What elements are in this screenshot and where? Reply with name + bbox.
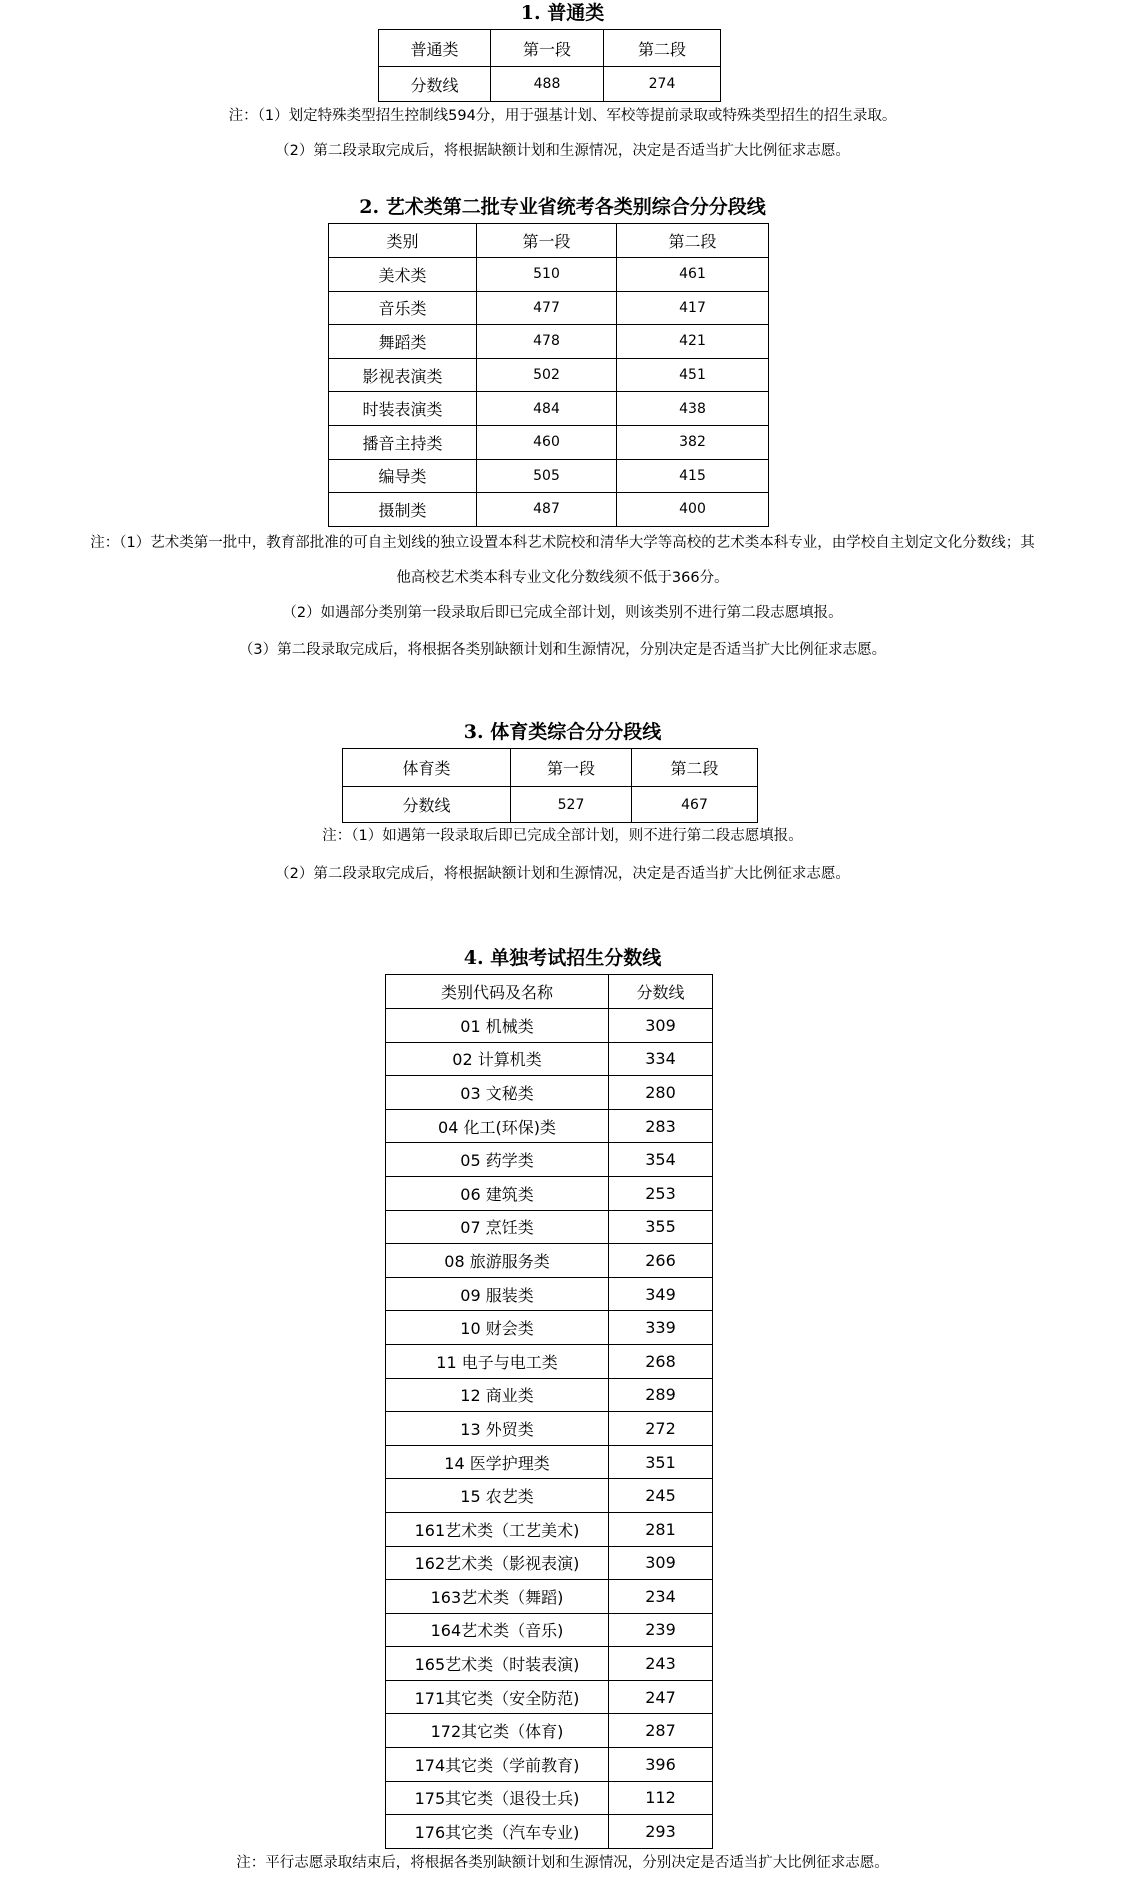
section-3-note-1: 注：（1）如遇第一段录取后即已完成全部计划，则不进行第二段志愿填报。	[322, 828, 803, 844]
score-second: 438	[617, 392, 769, 426]
category-cell: 音乐类	[329, 291, 477, 325]
score-cell: 351	[609, 1445, 713, 1479]
category-cell: 14 医学护理类	[386, 1445, 609, 1479]
table-row	[329, 392, 769, 426]
section-3-note-2: （2）第二段录取完成后，将根据缺额计划和生源情况，决定是否适当扩大比例征求志愿。	[275, 866, 850, 882]
table-row	[329, 258, 769, 292]
table-row	[386, 1680, 713, 1714]
category-cell: 05 药学类	[386, 1143, 609, 1177]
score-first: 488	[491, 67, 604, 102]
category-cell: 时装表演类	[329, 392, 477, 426]
score-first: 502	[477, 358, 617, 392]
score-second: 451	[617, 358, 769, 392]
section-4-table	[385, 974, 713, 1849]
header-cell: 第二段	[632, 749, 758, 787]
category-cell: 编导类	[329, 459, 477, 493]
table-row	[386, 1815, 713, 1849]
score-cell: 245	[609, 1479, 713, 1513]
category-cell: 10 财会类	[386, 1311, 609, 1345]
section-2-note-1b: 他高校艺术类本科专业文化分数线须不低于366分。	[396, 570, 729, 586]
score-cell: 266	[609, 1244, 713, 1278]
section-2-note-3: （3）第二段录取完成后，将根据各类别缺额计划和生源情况，分别决定是否适当扩大比例征求志愿。	[238, 642, 887, 658]
score-cell: 268	[609, 1344, 713, 1378]
header-cell: 分数线	[609, 975, 713, 1009]
table-row	[386, 1781, 713, 1815]
score-cell: 355	[609, 1210, 713, 1244]
category-cell: 12 商业类	[386, 1378, 609, 1412]
score-cell: 334	[609, 1042, 713, 1076]
row-label: 分数线	[343, 787, 511, 823]
score-second: 400	[617, 493, 769, 527]
table-row	[329, 291, 769, 325]
score-second: 467	[632, 787, 758, 823]
score-first: 460	[477, 425, 617, 459]
category-cell: 06 建筑类	[386, 1176, 609, 1210]
table-row	[386, 1378, 713, 1412]
category-cell: 04 化工(环保)类	[386, 1109, 609, 1143]
table-row	[386, 1412, 713, 1446]
category-cell: 162艺术类（影视表演)	[386, 1546, 609, 1580]
category-cell: 影视表演类	[329, 358, 477, 392]
score-cell: 253	[609, 1176, 713, 1210]
table-row	[386, 1344, 713, 1378]
category-cell: 02 计算机类	[386, 1042, 609, 1076]
score-cell: 349	[609, 1277, 713, 1311]
table-row	[386, 1277, 713, 1311]
section-2-note-2: （2）如遇部分类别第一段录取后即已完成全部计划，则该类别不进行第二段志愿填报。	[282, 605, 843, 621]
table-row	[386, 1042, 713, 1076]
category-cell: 07 烹饪类	[386, 1210, 609, 1244]
table-row	[386, 1109, 713, 1143]
score-second: 274	[604, 67, 721, 102]
table-row	[386, 1311, 713, 1345]
category-cell: 15 农艺类	[386, 1479, 609, 1513]
category-cell: 172其它类（体育)	[386, 1714, 609, 1748]
table-row	[386, 1613, 713, 1647]
table-row	[386, 1512, 713, 1546]
score-cell: 309	[609, 1009, 713, 1043]
section-4-note: 注：平行志愿录取结束后，将根据各类别缺额计划和生源情况，分别决定是否适当扩大比例征求志愿。	[236, 1855, 889, 1871]
table-row	[386, 1580, 713, 1614]
section-3-title: 3. 体育类综合分分段线	[463, 721, 662, 743]
table-row	[386, 1244, 713, 1278]
score-second: 461	[617, 258, 769, 292]
header-cell: 类别代码及名称	[386, 975, 609, 1009]
score-cell: 354	[609, 1143, 713, 1177]
score-cell: 272	[609, 1412, 713, 1446]
table-row	[386, 1176, 713, 1210]
header-cell: 第一段	[491, 30, 604, 67]
score-cell: 247	[609, 1680, 713, 1714]
header-cell: 类别	[329, 224, 477, 258]
table-header-row	[379, 30, 721, 67]
table-row	[329, 425, 769, 459]
score-cell: 289	[609, 1378, 713, 1412]
category-cell: 美术类	[329, 258, 477, 292]
category-cell: 161艺术类（工艺美术)	[386, 1512, 609, 1546]
category-cell: 09 服装类	[386, 1277, 609, 1311]
category-cell: 01 机械类	[386, 1009, 609, 1043]
header-cell: 体育类	[343, 749, 511, 787]
table-row	[386, 1479, 713, 1513]
score-second: 417	[617, 291, 769, 325]
table-row	[386, 1445, 713, 1479]
table-row	[379, 67, 721, 102]
table-row	[386, 1210, 713, 1244]
category-cell: 舞蹈类	[329, 325, 477, 359]
header-cell: 第一段	[477, 224, 617, 258]
category-cell: 163艺术类（舞蹈)	[386, 1580, 609, 1614]
row-label: 分数线	[379, 67, 491, 102]
section-3-table	[342, 748, 758, 823]
category-cell: 播音主持类	[329, 425, 477, 459]
section-1-note-1: 注：（1）划定特殊类型招生控制线594分，用于强基计划、军校等提前录取或特殊类型招生的招生录取。	[228, 108, 897, 124]
header-cell: 普通类	[379, 30, 491, 67]
section-1-title: 1. 普通类	[520, 2, 605, 24]
section-1-table	[378, 29, 721, 102]
section-2-note-1a: 注：（1）艺术类第一批中，教育部批准的可自主划线的独立设置本科艺术院校和清华大学等高校的艺术类本科专业，由学校自主划定文化分数线；其	[90, 535, 1035, 551]
score-first: 527	[511, 787, 632, 823]
score-cell: 287	[609, 1714, 713, 1748]
score-second: 415	[617, 459, 769, 493]
category-cell: 11 电子与电工类	[386, 1344, 609, 1378]
score-cell: 234	[609, 1580, 713, 1614]
score-cell: 396	[609, 1748, 713, 1782]
section-1-note-2: （2）第二段录取完成后，将根据缺额计划和生源情况，决定是否适当扩大比例征求志愿。	[275, 143, 850, 159]
table-row	[343, 787, 758, 823]
score-second: 421	[617, 325, 769, 359]
category-cell: 175其它类（退役士兵)	[386, 1781, 609, 1815]
score-cell: 112	[609, 1781, 713, 1815]
category-cell: 171其它类（安全防范)	[386, 1680, 609, 1714]
score-cell: 309	[609, 1546, 713, 1580]
table-row	[329, 358, 769, 392]
table-row	[386, 1546, 713, 1580]
section-4-title: 4. 单独考试招生分数线	[463, 947, 662, 969]
score-second: 382	[617, 425, 769, 459]
table-row	[329, 459, 769, 493]
table-row	[329, 325, 769, 359]
score-first: 487	[477, 493, 617, 527]
score-cell: 293	[609, 1815, 713, 1849]
table-row	[386, 1647, 713, 1681]
table-header-row	[329, 224, 769, 258]
score-cell: 243	[609, 1647, 713, 1681]
score-cell: 280	[609, 1076, 713, 1110]
score-first: 484	[477, 392, 617, 426]
section-2-title: 2. 艺术类第二批专业省统考各类别综合分分段线	[359, 196, 766, 218]
section-2-table	[328, 223, 769, 527]
table-row	[386, 1076, 713, 1110]
category-cell: 摄制类	[329, 493, 477, 527]
score-cell: 281	[609, 1512, 713, 1546]
score-first: 478	[477, 325, 617, 359]
table-row	[386, 1714, 713, 1748]
table-header-row	[386, 975, 713, 1009]
score-cell: 239	[609, 1613, 713, 1647]
table-row	[386, 1143, 713, 1177]
header-cell: 第一段	[511, 749, 632, 787]
table-row	[386, 1009, 713, 1043]
header-cell: 第二段	[604, 30, 721, 67]
category-cell: 164艺术类（音乐)	[386, 1613, 609, 1647]
score-cell: 283	[609, 1109, 713, 1143]
header-cell: 第二段	[617, 224, 769, 258]
table-header-row	[343, 749, 758, 787]
table-row	[329, 493, 769, 527]
score-cell: 339	[609, 1311, 713, 1345]
category-cell: 176其它类（汽车专业)	[386, 1815, 609, 1849]
score-first: 505	[477, 459, 617, 493]
category-cell: 165艺术类（时装表演)	[386, 1647, 609, 1681]
category-cell: 08 旅游服务类	[386, 1244, 609, 1278]
score-first: 510	[477, 258, 617, 292]
category-cell: 13 外贸类	[386, 1412, 609, 1446]
score-first: 477	[477, 291, 617, 325]
table-row	[386, 1748, 713, 1782]
category-cell: 174其它类（学前教育)	[386, 1748, 609, 1782]
category-cell: 03 文秘类	[386, 1076, 609, 1110]
